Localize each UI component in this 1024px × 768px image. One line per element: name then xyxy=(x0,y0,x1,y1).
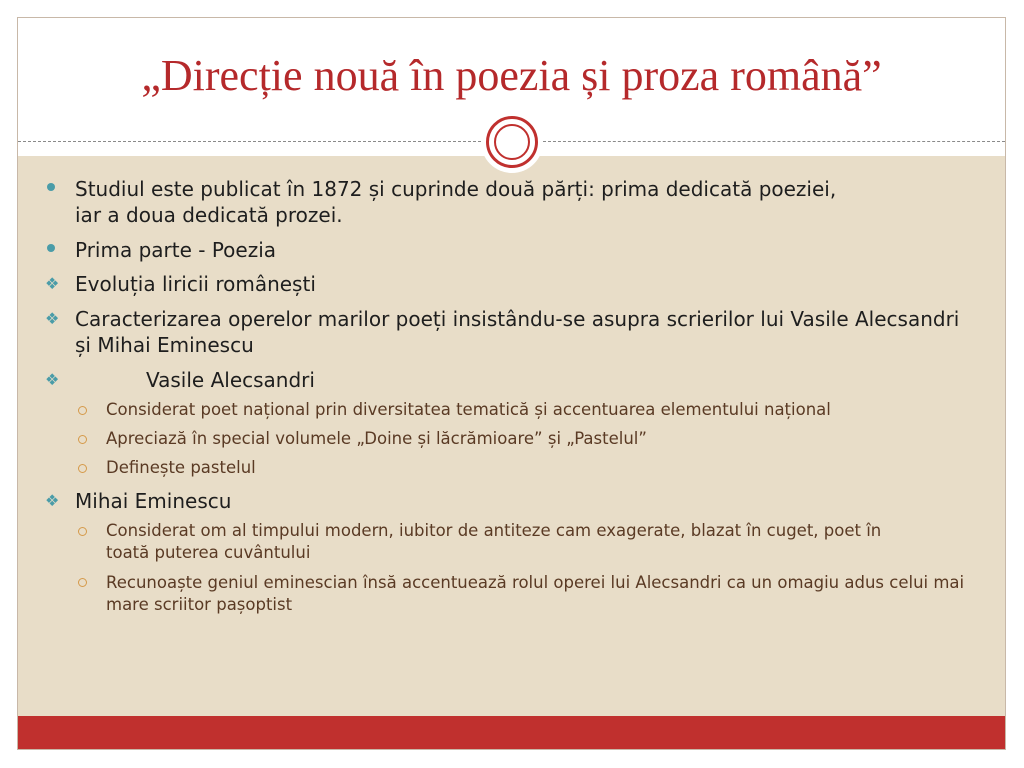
sub-bullet-item: Considerat om al timpului modern, iubitor de antiteze cam exagerate, blazat în cuget, poet în toată puterea cuvântului xyxy=(106,521,882,562)
bullet-diamond-icon: ❖ xyxy=(45,274,60,293)
bullet-ring-icon xyxy=(78,527,87,536)
title-divider-left xyxy=(18,141,481,142)
bullet-ring-icon xyxy=(78,464,87,473)
bottom-accent-bar xyxy=(18,716,1005,749)
bullet-item: Vasile Alecsandri xyxy=(146,368,315,392)
bullet-diamond-icon: ❖ xyxy=(45,491,60,510)
bullet-item: Evoluția liricii românești xyxy=(75,272,316,296)
bullet-ring-icon xyxy=(78,435,87,444)
bullet-dot-icon xyxy=(47,183,55,191)
bullet-ring-icon xyxy=(78,578,87,587)
bullet-item: Prima parte - Poezia xyxy=(75,238,277,262)
title-divider-right xyxy=(543,141,1005,142)
bullet-ring-icon xyxy=(78,406,87,415)
bullet-diamond-icon: ❖ xyxy=(45,309,60,328)
bullet-item: Mihai Eminescu xyxy=(75,489,232,513)
sub-bullet-item: Apreciază în special volumele „Doine și lăcrămioare” și „Pastelul” xyxy=(106,429,647,448)
bullet-diamond-icon: ❖ xyxy=(45,370,60,389)
sub-bullet-item: Considerat poet național prin diversitatea tematică și accentuarea elementului național xyxy=(106,400,831,419)
ornament-inner-ring-icon xyxy=(494,124,530,160)
bullet-item: Studiul este publicat în 1872 și cuprinde două părți: prima dedicată poeziei, iar a doua dedicată prozei. xyxy=(75,177,837,227)
sub-bullet-item: Recunoaște geniul eminescian însă accentuează rolul operei lui Alecsandri ca un omagiu adus celui mai mare scriitor pașoptist xyxy=(106,573,965,614)
slide-title: „Direcție nouă în poezia și proza română” xyxy=(141,51,882,100)
sub-bullet-item: Definește pastelul xyxy=(106,458,256,477)
bullet-dot-icon xyxy=(47,244,55,252)
bullet-item: Caracterizarea operelor marilor poeți insistându-se asupra scrierilor lui Vasile Alecsandri și Mihai Eminescu xyxy=(75,307,960,357)
